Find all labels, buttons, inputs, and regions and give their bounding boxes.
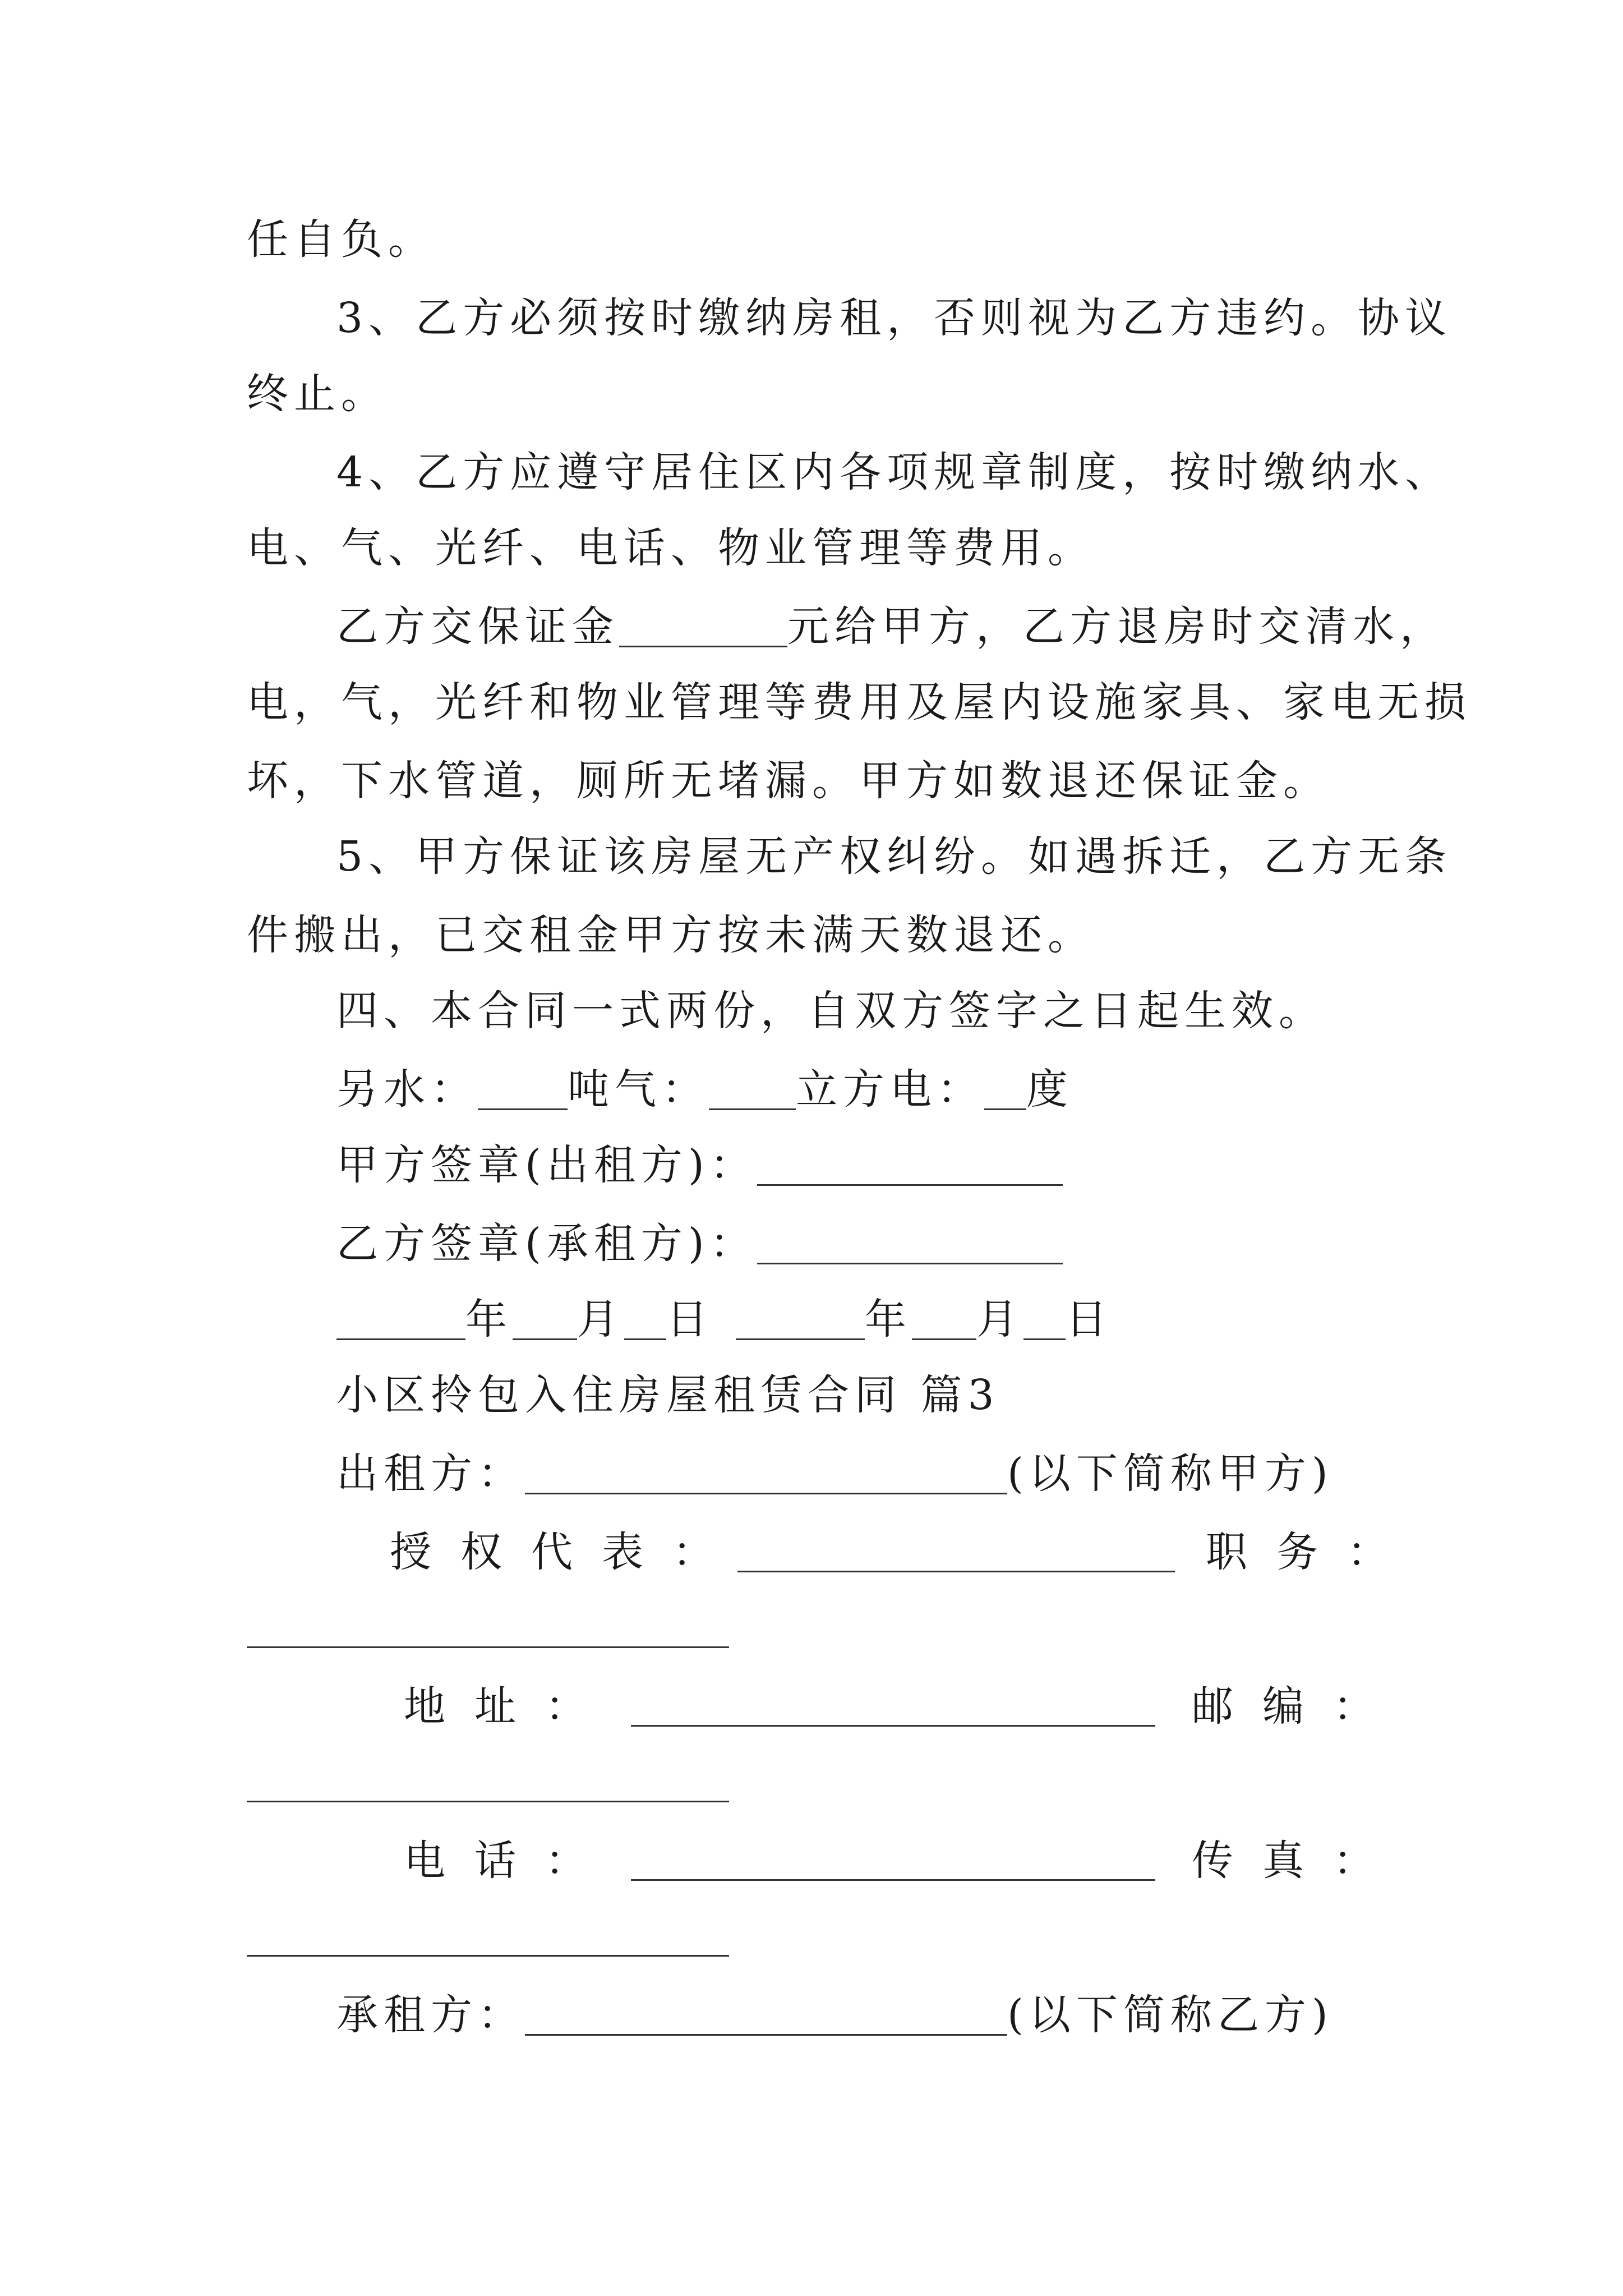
lessor-note: (以下简称甲方) (1007, 1450, 1334, 1498)
day-blank-2 (1023, 1299, 1066, 1340)
gas-blank (709, 1069, 796, 1110)
lessee-blank (525, 1995, 1007, 2036)
deposit-line (336, 602, 1447, 651)
meter-reading-line (336, 1065, 1073, 1114)
phone-label: 电话： (404, 1837, 616, 1885)
water-label: 另水： (336, 1065, 478, 1114)
deposit-blank (619, 606, 787, 647)
text-line: 3、乙方必须按时缴纳房租，否则视为乙方违约。协议 (336, 294, 1453, 342)
lessee-signature-label: 乙方签章(承租方)： (336, 1220, 757, 1268)
day-blank (624, 1299, 666, 1340)
text-segment: 元给甲方，乙方退房时交清水， (787, 602, 1447, 651)
text-line: 电，气，光纤和物业管理等费用及屋内设施家具、家电无损 (247, 678, 1472, 726)
lessor-blank (525, 1453, 1007, 1494)
position-label: 职务： (1206, 1528, 1418, 1576)
electric-blank (984, 1069, 1026, 1110)
lessee-signature-line (336, 1220, 1063, 1268)
month-label-2: 月 (976, 1295, 1023, 1343)
electric-label: 立方电： (796, 1065, 984, 1114)
lessee-signature-blank (757, 1223, 1063, 1264)
unit-label: 度 (1026, 1065, 1073, 1114)
fax-label: 传真： (1192, 1837, 1404, 1885)
position-blank (247, 1646, 729, 1648)
lessee-label: 承租方： (336, 1991, 525, 2039)
representative-label: 授权代表： (390, 1528, 743, 1576)
postcode-blank (247, 1801, 729, 1802)
lessor-signature-label: 甲方签章(出租方)： (336, 1141, 757, 1189)
text-line: 电、气、光纤、电话、物业管理等费用。 (247, 524, 1095, 572)
month-blank (513, 1299, 577, 1340)
postcode-label: 邮编： (1192, 1682, 1404, 1731)
representative-blank (737, 1571, 1175, 1572)
water-blank (478, 1069, 568, 1110)
text-line: 坏，下水管道，厕所无堵漏。甲方如数退还保证金。 (247, 757, 1330, 805)
year-blank (336, 1299, 465, 1340)
lessor-signature-line (336, 1141, 1063, 1189)
text-line: 四、本合同一式两份，自双方签字之日起生效。 (336, 987, 1326, 1035)
gas-label: 吨气： (568, 1065, 709, 1114)
fax-blank (247, 1955, 729, 1957)
month-blank-2 (912, 1299, 976, 1340)
phone-blank (631, 1879, 1155, 1881)
lessee-note: (以下简称乙方) (1007, 1991, 1334, 2039)
address-blank (631, 1725, 1155, 1727)
text-segment: 乙方交保证金 (336, 602, 619, 651)
lessor-signature-blank (757, 1145, 1063, 1186)
lessor-line (336, 1450, 1334, 1498)
text-line: 件搬出，已交租金甲方按未满天数退还。 (247, 911, 1095, 959)
day-label-2: 日 (1066, 1295, 1113, 1343)
lessee-line (336, 1991, 1334, 2039)
lessor-label: 出租方： (336, 1450, 525, 1498)
text-line: 终止。 (247, 370, 388, 418)
text-line: 4、乙方应遵守居住区内各项规章制度，按时缴纳水、 (336, 448, 1453, 496)
day-label: 日 (666, 1295, 713, 1343)
date-line (336, 1295, 1113, 1343)
section-title: 小区拎包入住房屋租赁合同 篇3 (336, 1371, 1000, 1419)
year-label: 年 (465, 1295, 513, 1343)
year-label-2: 年 (865, 1295, 912, 1343)
address-label: 地址： (404, 1682, 616, 1731)
year-blank-2 (736, 1299, 865, 1340)
text-line: 5、甲方保证该房屋无产权纠纷。如遇拆迁，乙方无条 (336, 832, 1453, 881)
text-line: 任自负。 (247, 215, 435, 264)
month-label: 月 (577, 1295, 624, 1343)
